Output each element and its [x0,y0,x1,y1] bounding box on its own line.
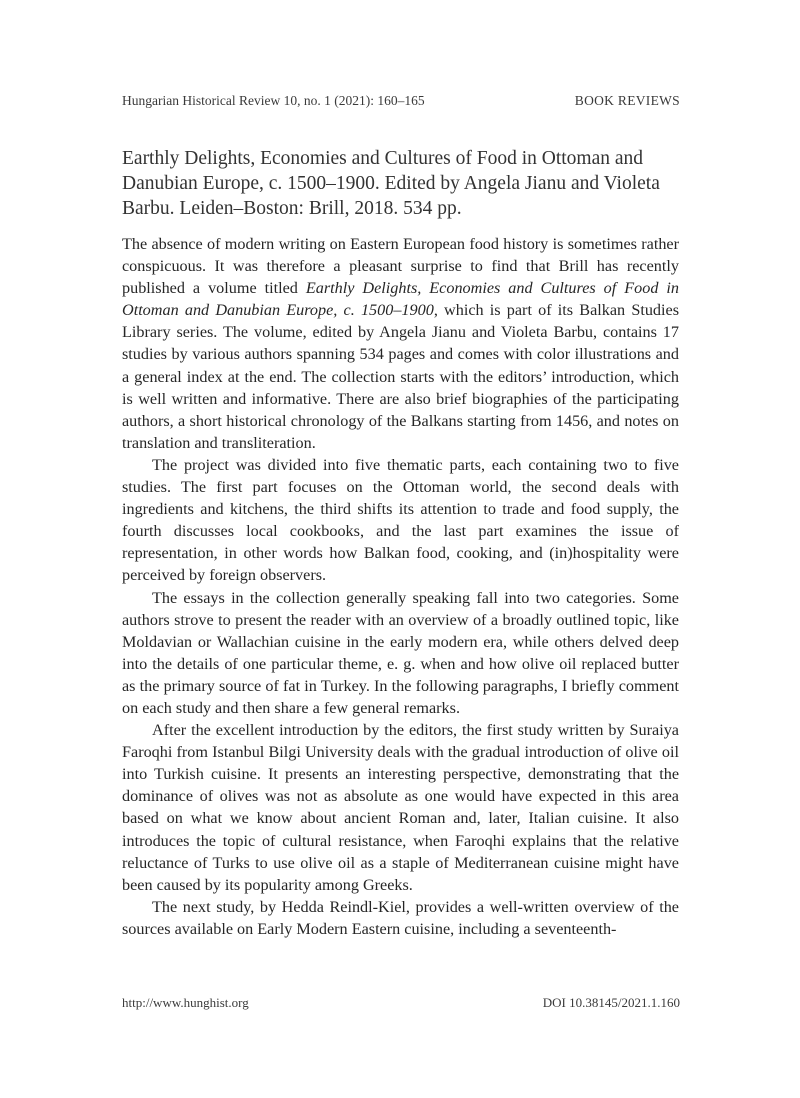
paragraph-4: After the excellent introduction by the editors, the first study written by Suraiya Faroqhi from Istanbul Bilgi University deals with the gradual introduction of olive oil into Turkish cuisine. It presents an interesting perspective, demonstrating that the dominance of olives was not as absolute as one would have expected in this area based on what we know about ancient Roman and, later, Italian cuisine. It also introduces the topic of cultural resistance, when Faroqhi explains that the relative reluctance of Turks to use olive oil as a staple of Mediterranean cuisine might have been caused by its popularity among Greeks. [122,721,679,894]
website-link[interactable]: http://www.hunghist.org [122,995,249,1010]
review-title: Earthly Delights, Economies and Cultures of Food in Ottoman and Danubian Europe, c. 1500–1900. Edited by Angela Jianu and Violeta Barbu. Leiden–Boston: Brill, 2018. 534 pp. [122,148,660,219]
paragraph-2: The project was divided into five thematic parts, each containing two to five studies. The first part focuses on the Ottoman world, the second deals with ingredients and kitchens, the third shifts its attention to trade and food supply, the fourth discusses local cookbooks, and the last part examines the issue of representation, in other words how Balkan food, cooking, and (in)hospitality were perceived by foreign observers. [122,455,679,585]
paragraph-1 [122,233,679,454]
review-body [122,233,679,940]
journal-citation: Hungarian Historical Review 10, no. 1 (2021): 160–165 [122,93,425,108]
running-header [122,93,680,109]
paragraph-5: The next study, by Hedda Reindl-Kiel, provides a well-written overview of the sources available on Early Modern Eastern cuisine, including a seventeenth- [122,897,679,938]
paragraph-3: The essays in the collection generally speaking fall into two categories. Some authors strove to present the reader with an overview of a broadly outlined topic, like Moldavian or Wallachian cuisine in the early modern era, while others delved deep into the details of one particular theme, e. g. when and how olive oil replaced butter as the primary source of fat in Turkey. In the following paragraphs, I briefly comment on each study and then share a few general remarks. [122,588,679,717]
paragraph-1-text-b: , which is part of its Balkan Studies Library series. The volume, edited by Angela Jianu and Violeta Barbu, contains 17 studies by various authors spanning 534 pages and comes with color illustrations and a general index at the end. The collection starts with the editors’ introduction, which is well written and informative. There are also brief biographies of the participating authors, a short historical chronology of the Balkans starting from 1456, and notes on translation and transliteration. [122,301,679,452]
paragraph-1-text-a: The absence of modern writing on Eastern European food history is sometimes rather conspicuous. It was therefore a pleasant surprise to find that Brill has recently published a volume titled [122,235,679,298]
book-title-italic: Earthly Delights, Economies and Cultures of Food in Ottoman and Danubian Europe, c. 1500–1900 [122,279,679,320]
doi-label: DOI 10.38145/2021.1.160 [542,995,680,1010]
section-label: BOOK REVIEWS [574,93,680,108]
page-footer [122,995,680,1011]
